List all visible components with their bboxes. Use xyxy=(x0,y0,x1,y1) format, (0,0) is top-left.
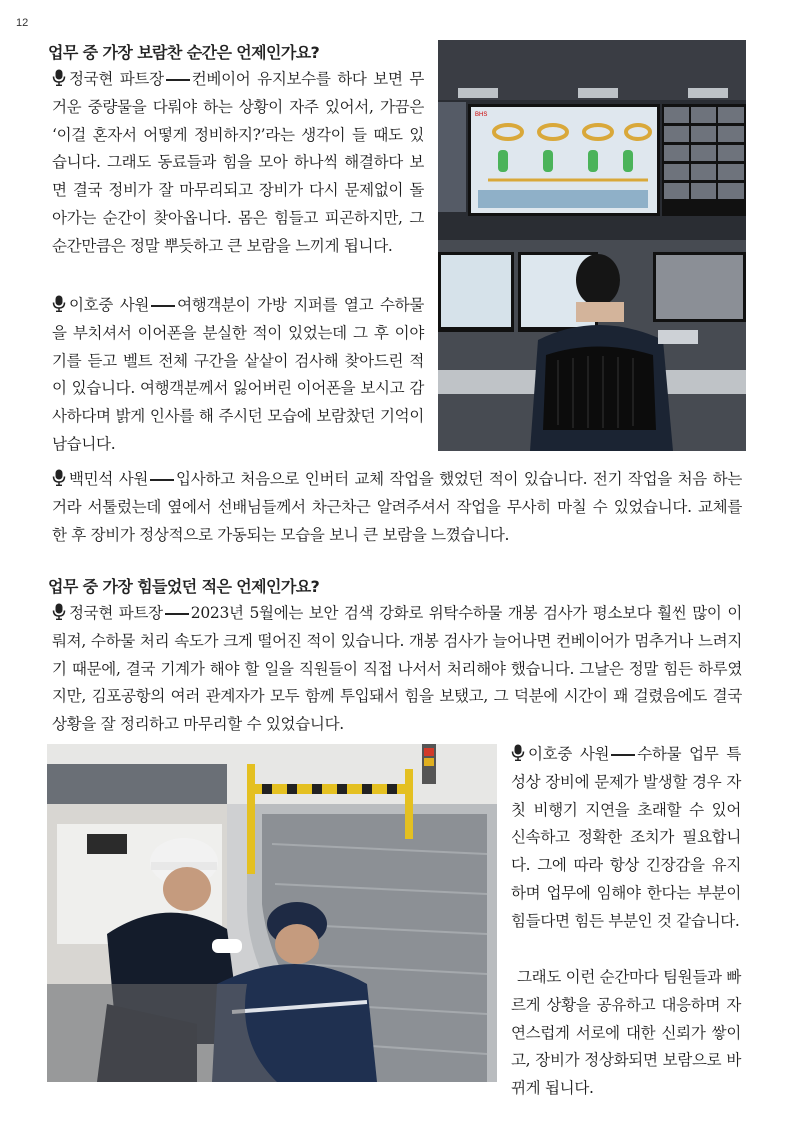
section-heading-difficult: 업무 중 가장 힘들었던 적은 언제인가요? xyxy=(48,577,320,596)
answer-text: 여행객분이 가방 지퍼를 열고 수하물을 부치셔서 이어폰을 분실한 적이 있었는데 그 후 이야기를 듣고 벨트 전체 구간을 샅샅이 검사해 찾아드린 적이 있습니다. 여행객분께서 잃어버린 이어폰을 보시고 감사하다며 밝게 인사를 해 주시던 모습에 보람찼던 기억이 남습니다. xyxy=(52,296,424,453)
microphone-icon xyxy=(52,69,66,86)
answer-text: 입사하고 처음으로 인버터 교체 작업을 했었던 적이 있습니다. 전기 작업을 처음 하는 거라 서툴렀는데 옆에서 선배님들께서 차근차근 알려주셔서 작업을 무사히 마칠 수 있었습니다. 교체를 한 후 장비가 정상적으로 가동되는 모습을 보니 큰 보람을 느꼈습니다. xyxy=(52,470,742,544)
control-room-photo xyxy=(438,40,746,451)
answer-paragraph-continued: 그래도 이런 순간마다 팀원들과 빠르게 상황을 공유하고 대응하며 자연스럽게 서로에 대한 신뢰가 쌓이고, 장비가 정상화되면 보람으로 바뀌게 됩니다. xyxy=(511,968,741,1098)
speaker-name: 백민석 사원 xyxy=(69,470,149,488)
speaker-name: 이호중 사원 xyxy=(69,296,150,314)
answer-text: 수하물 업무 특성상 장비에 문제가 발생할 경우 자칫 비행기 지연을 초래할 수 있어 신속하고 정확한 조치가 필요합니다. 그에 따라 항상 긴장감을 유지하며 업무에 임해야 한다는 부분이 힘들다면 힘든 부분인 것 같습니다. xyxy=(511,745,741,930)
microphone-icon xyxy=(52,295,66,312)
page-number: 12 xyxy=(16,17,29,29)
answer-paragraph xyxy=(52,66,424,261)
speaker-name: 정국현 파트장 xyxy=(69,70,164,88)
name-divider xyxy=(165,613,189,615)
conveyor-maintenance-photo xyxy=(47,744,497,1082)
speaker-name: 이호중 사원 xyxy=(528,745,610,763)
microphone-icon xyxy=(511,744,525,761)
answer-paragraph xyxy=(52,292,424,459)
answer-paragraph xyxy=(511,741,741,936)
microphone-icon xyxy=(52,603,66,620)
name-divider xyxy=(150,479,174,481)
name-divider xyxy=(166,79,190,81)
answer-text: 컨베이어 유지보수를 하다 보면 무거운 중량물을 다뤄야 하는 상황이 자주 있어서, 가끔은 ‘이걸 혼자서 어떻게 정비하지?’라는 생각이 들 때도 있습니다. 그래도 동료들과 힘을 모아 하나씩 해결하다 보면 결국 정비가 잘 마무리되고 장비가 다시 문제없이 돌아가는 순간이 찾아옵니다. 몸은 힘들고 피곤하지만, 그 순간만큼은 정말 뿌듯하고 큰 보람을 느끼게 됩니다. xyxy=(52,70,424,255)
answer-paragraph xyxy=(52,466,742,549)
name-divider xyxy=(611,754,635,756)
answer-text: 2023년 5월에는 보안 검색 강화로 위탁수하물 개봉 검사가 평소보다 훨씬 많이 이뤄져, 수하물 처리 속도가 크게 떨어진 적이 있습니다. 개봉 검사가 늘어나면 컨베이어가 멈추거나 느려지기 때문에, 결국 기계가 해야 할 일을 직원들이 직접 나서서 처리해야 했습니다. 그날은 정말 힘든 하루였지만, 김포공항의 여러 관계자가 모두 함께 투입돼서 힘을 보탰고, 그 덕분에 시간이 꽤 걸렸음에도 결국 상황을 잘 정리하고 마무리할 수 있었습니다. xyxy=(52,604,742,734)
name-divider xyxy=(151,305,175,307)
section-heading-rewarding: 업무 중 가장 보람찬 순간은 언제인가요? xyxy=(48,43,320,62)
answer-paragraph xyxy=(52,600,742,739)
speaker-name: 정국현 파트장 xyxy=(69,604,163,622)
monitor-brand: BHS xyxy=(475,112,488,118)
microphone-icon xyxy=(52,469,66,486)
